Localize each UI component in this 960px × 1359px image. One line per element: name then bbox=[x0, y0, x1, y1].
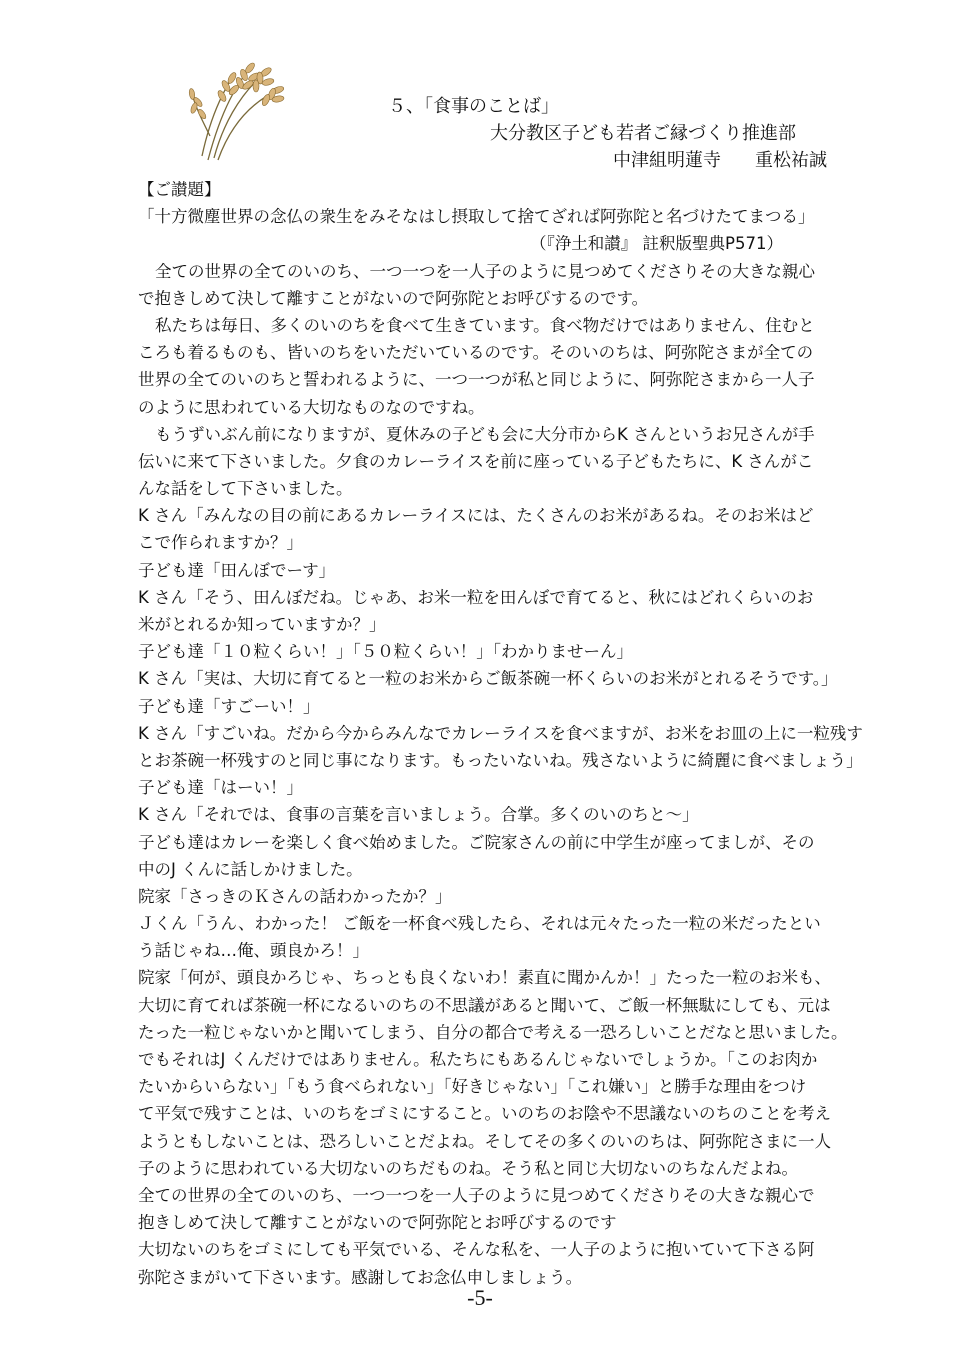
dialogue-line: K さん「すごいね。だから今からみんなでカレーライスを食べますが、お米をお皿の上に一粒残す bbox=[138, 723, 863, 743]
dialogue-line: 子ども達「はーい！」 bbox=[138, 778, 303, 798]
body-line: 弥陀さまがいて下さいます。感謝してお念仏申しましょう。 bbox=[138, 1267, 583, 1287]
dialogue-line: 院家「さっきのＫさんの話わかったか？」 bbox=[138, 886, 452, 906]
body-line: 子ども達はカレーを楽しく食べ始めました。ご院家さんの前に中学生が座ってましが、その bbox=[138, 832, 815, 852]
dialogue-line: Ｊくん「うん、わかった！ ご飯を一杯食べ残したら、それは元々たった一粒の米だったとい bbox=[138, 914, 821, 934]
body-line: 全ての世界の全てのいのち、一つ一つを一人子のように見つめてくださりその大きな親心で bbox=[138, 1185, 815, 1205]
dialogue-line: 子ども達「１０粒くらい！」「５０粒くらい！」「わかりませーん」 bbox=[138, 642, 633, 662]
dialogue-line: K さん「実は、大切に育てると一粒のお米からご飯茶碗一杯くらいのお米がとれるそうです。」 bbox=[138, 669, 838, 689]
rice-plant-illustration bbox=[188, 50, 288, 162]
organization-name: 大分教区子ども若者ご縁づくり推進部 bbox=[490, 123, 796, 144]
scripture-source: （『浄土和讃』 註釈版聖典P571） bbox=[530, 234, 783, 254]
body-line: 抱きしめて決して離すことがないので阿弥陀とお呼びするのです bbox=[138, 1213, 617, 1233]
body-line: で抱きしめて決して離すことがないので阿弥陀とお呼びするのです。 bbox=[138, 288, 649, 308]
body-line: ようともしないことは、恐ろしいことだよね。そしてその多くのいのちは、阿弥陀さまに一人 bbox=[138, 1131, 831, 1151]
author-line bbox=[613, 149, 827, 173]
scripture-quote: 「十方微塵世界の念仏の衆生をみそなはし摂取して捨てざれば阿弥陀と名づけたてまつる」 bbox=[138, 207, 815, 227]
body-line: 大切ないのちをゴミにしても平気でいる、そんな私を、一人子のように抱いていて下さる阿 bbox=[138, 1240, 815, 1260]
dialogue-line: K さん「そう、田んぼだね。じゃあ、お米一粒を田んぼで育てると、秋にはどれくらいのお bbox=[138, 587, 814, 607]
page-title: ５、「食事のことば」 bbox=[388, 96, 559, 117]
body-line: 中のJ くんに話しかけました。 bbox=[138, 859, 363, 879]
body-line: たった一粒じゃないかと聞いてしまう、自分の都合で考える一恐ろしいことだなと思いました。 bbox=[138, 1022, 848, 1042]
author-temple: 中津組明蓮寺 bbox=[613, 150, 721, 171]
body-line: 院家「何が、頭良かろじゃ、ちっとも良くないわ！素直に聞かんか！」たった一粒のお米も、 bbox=[138, 968, 831, 988]
body-line: ころも着るものも、皆いのちをいただいているのです。そのいのちは、阿弥陀さまが全ての bbox=[138, 343, 814, 363]
dialogue-line: 子ども達「田んぼでーす」 bbox=[138, 560, 336, 580]
body-line: 伝いに来て下さいました。夕食のカレーライスを前に座っている子どもたちに、K さんがこ bbox=[138, 451, 814, 471]
dialogue-line: K さん「みんなの目の前にあるカレーライスには、たくさんのお米があるね。そのお米はど bbox=[138, 506, 814, 526]
body-line: 大切に育てれば茶碗一杯になるいのちの不思議があると聞いて、ご飯一杯無駄にしても、元は bbox=[138, 995, 831, 1015]
body-line: て平気で残すことは、いのちをゴミにすること。いのちのお陰や不思議ないのちのことを考え bbox=[138, 1104, 831, 1124]
body-line: んな話をして下さいました。 bbox=[138, 479, 353, 499]
author-name: 重松祐誠 bbox=[755, 150, 827, 171]
dialogue-line: とお茶碗一杯残すのと同じ事になります。もったいないね。残さないように綺麗に食べましょう」 bbox=[138, 750, 863, 770]
body-line: 世界の全てのいのちと誓われるように、一つ一つが私と同じように、阿弥陀さまから一人子 bbox=[138, 370, 815, 390]
dialogue-line: 子ども達「すごーい！」 bbox=[138, 696, 320, 716]
body-line: 子のように思われている大切ないのちだものね。そう私と同じ大切ないのちなんだよね。 bbox=[138, 1158, 798, 1178]
page-number: -5- bbox=[467, 1285, 493, 1310]
body-line: たいからいらない」「もう食べられない」「好きじゃない」「これ嫌い」と勝手な理由をつけ bbox=[138, 1077, 807, 1097]
body-line: のように思われている大切なものなのですね。 bbox=[138, 397, 485, 417]
dialogue-line: K さん「それでは、食事の言葉を言いましょう。合掌。多くのいのちと～」 bbox=[138, 805, 699, 825]
body-line: でもそれはJ くんだけではありません。私たちにもあるんじゃないでしょうか。「このお肉か bbox=[138, 1050, 818, 1069]
body-line: もうずいぶん前になりますが、夏休みの子ども会に大分市からK さんというお兄さんが手 bbox=[155, 424, 815, 444]
section-heading: 【ご讃題】 bbox=[138, 180, 221, 199]
dialogue-line: こで作られますか？」 bbox=[138, 533, 303, 553]
body-line: 私たちは毎日、多くのいのちを食べて生きています。食べ物だけではありません、住むと bbox=[155, 315, 815, 335]
article-body bbox=[138, 176, 863, 1291]
dialogue-line: う話じゃね…俺、頭良かろ！」 bbox=[138, 941, 369, 961]
body-line: 全ての世界の全てのいのち、一つ一つを一人子のように見つめてくださりその大きな親心 bbox=[155, 261, 815, 281]
dialogue-line: 米がとれるか知っていますか？」 bbox=[138, 615, 386, 634]
